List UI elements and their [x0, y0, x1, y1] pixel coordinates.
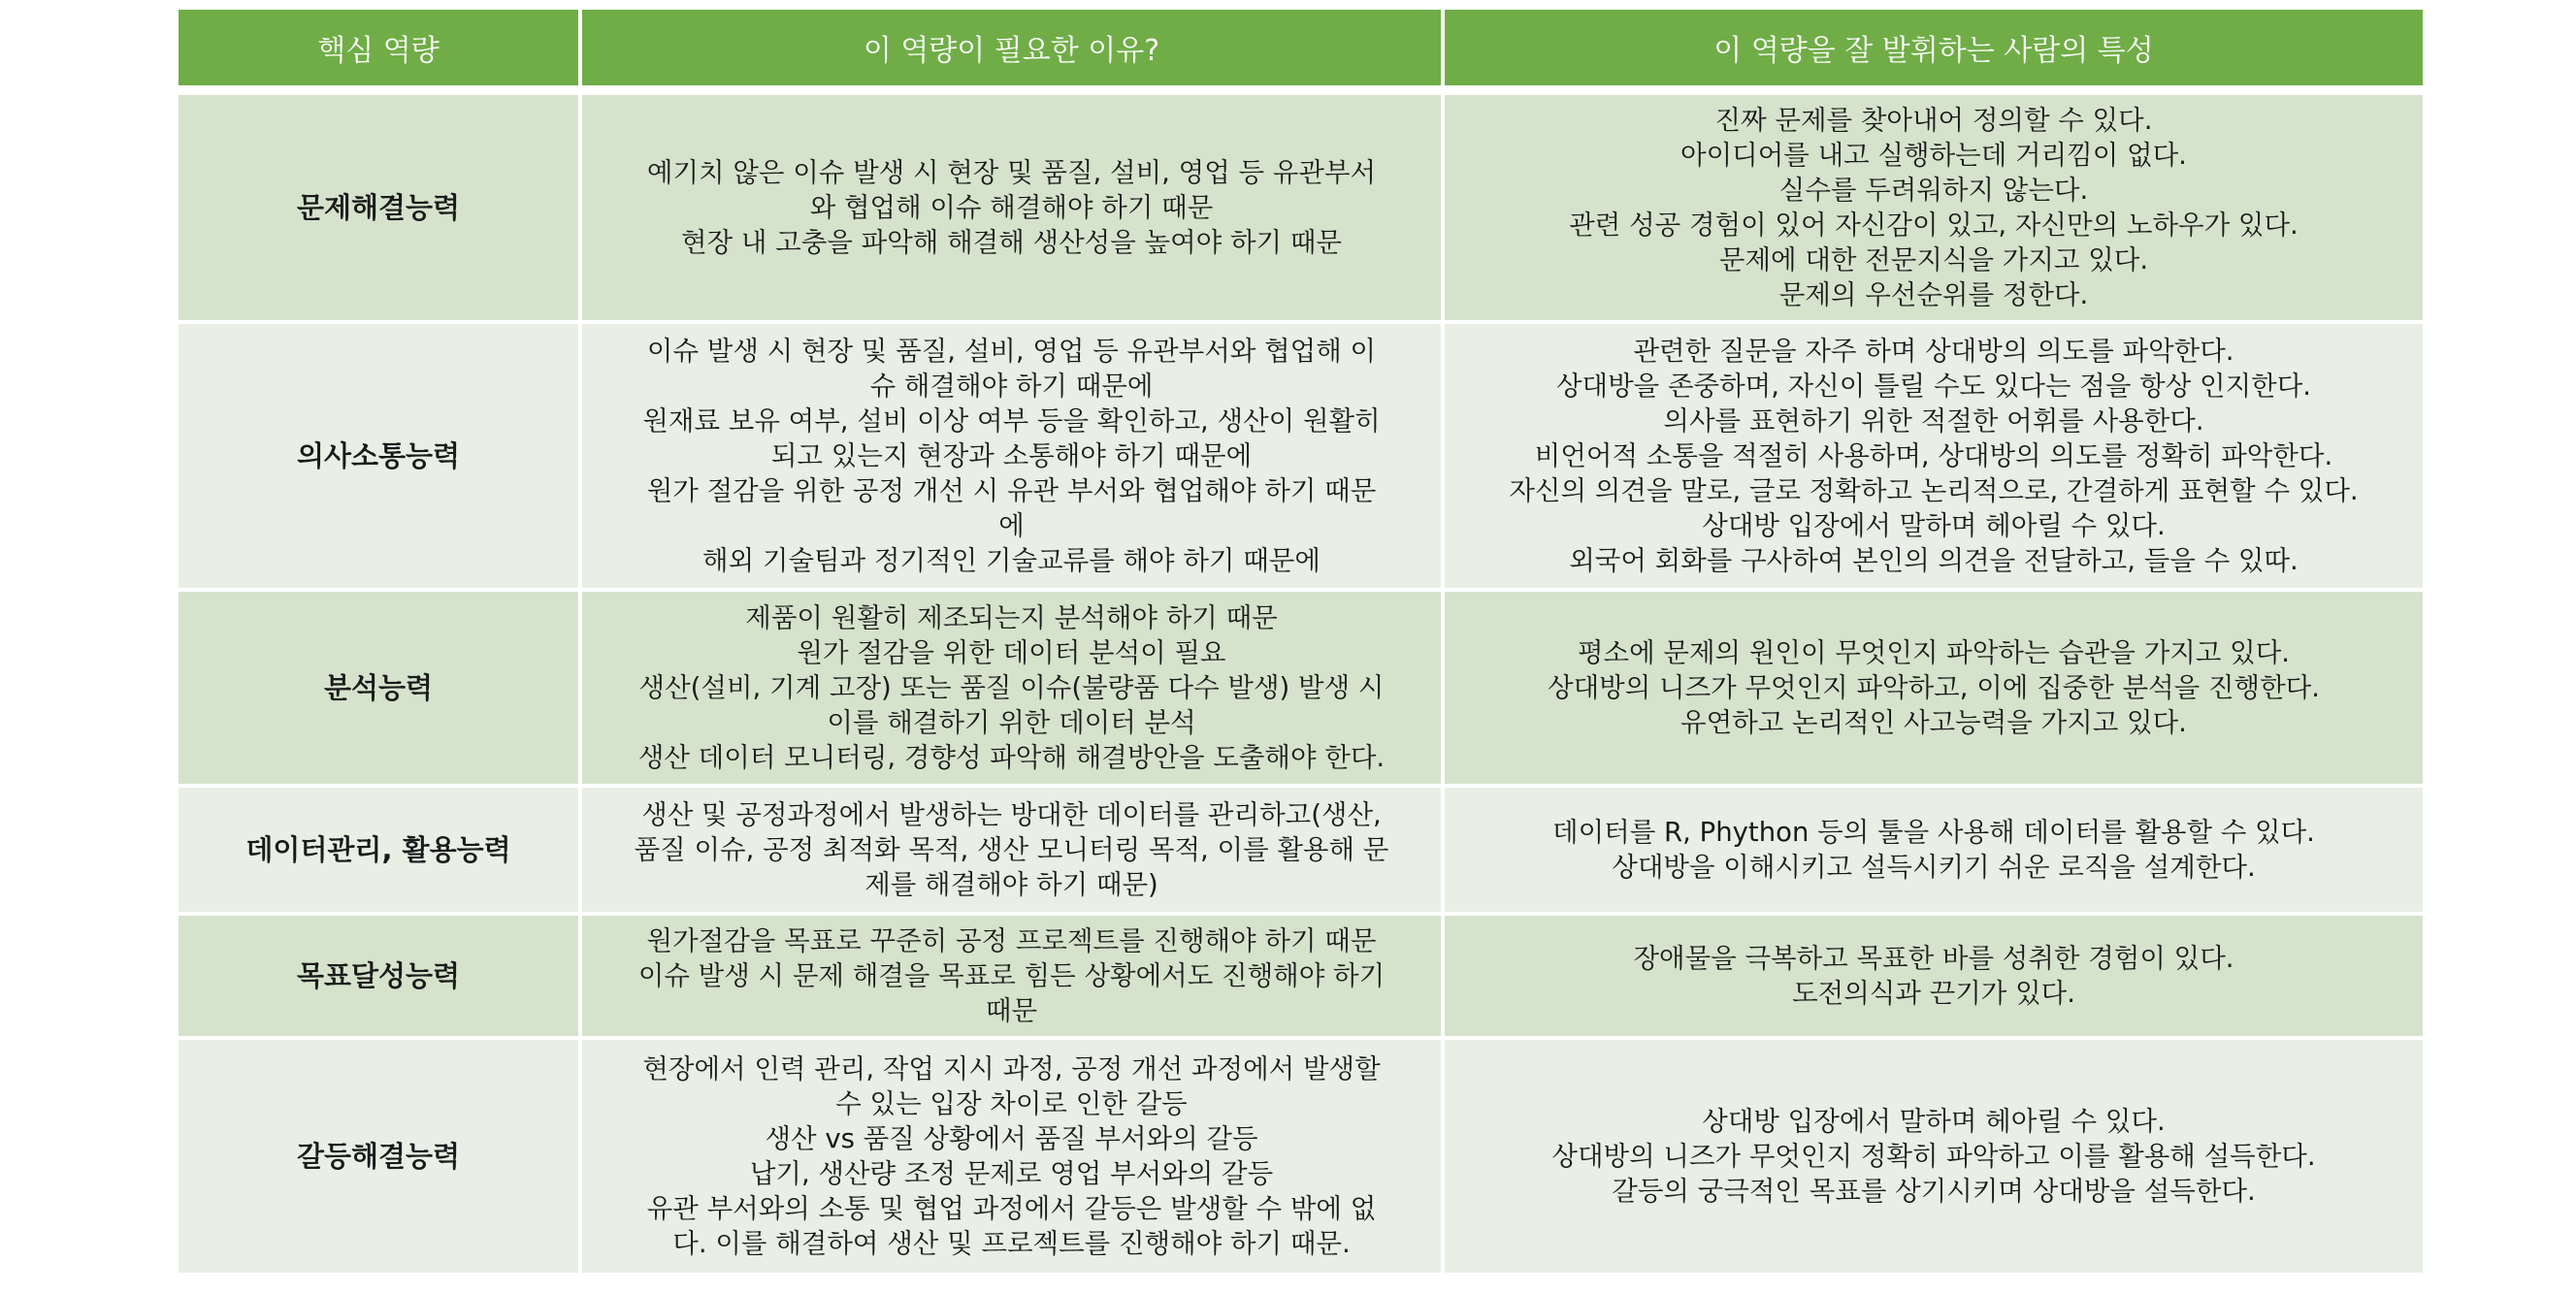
traits-cell: [1445, 592, 2423, 788]
reason-line: 원가 절감을 위한 공정 개선 시 유관 부서와 협업해야 하기 때문: [646, 475, 1377, 506]
table-row: [179, 916, 2423, 1040]
competency-name: 데이터관리, 활용능력: [179, 788, 582, 916]
reason-line: 유관 부서와의 소통 및 협업 과정에서 갈등은 발생할 수 밖에 없: [646, 1193, 1377, 1224]
competency-name: 갈등해결능력: [179, 1040, 582, 1273]
table-row: [179, 324, 2423, 592]
reason-line: 제를 해결해야 하기 때문): [864, 869, 1158, 900]
traits-cell: [1445, 95, 2423, 324]
trait-line: 실수를 두려워하지 않는다.: [1778, 175, 2089, 206]
competency-table: [179, 10, 2423, 1273]
reason-line: 와 협업해 이슈 해결해야 하기 때문: [809, 192, 1214, 223]
reason-line: 때문: [985, 995, 1038, 1026]
reason-line: 현장에서 인력 관리, 작업 지시 과정, 공정 개선 과정에서 발생할: [642, 1053, 1381, 1084]
trait-line: 도전의식과 끈기가 있다.: [1792, 978, 2075, 1009]
trait-line: 상대방의 니즈가 무엇인지 파악하고, 이에 집중한 분석을 진행한다.: [1548, 672, 2320, 703]
header-traits: 이 역량을 잘 발휘하는 사람의 특성: [1445, 10, 2423, 95]
trait-line: 문제의 우선순위를 정한다.: [1778, 279, 2089, 310]
trait-line: 문제에 대한 전문지식을 가지고 있다.: [1718, 244, 2149, 275]
reason-line: 다. 이를 해결하여 생산 및 프로젝트를 진행해야 하기 때문.: [672, 1228, 1351, 1259]
reason-line: 해외 기술팀과 정기적인 기술교류를 해야 하기 때문에: [702, 545, 1321, 576]
trait-line: 갈등의 궁극적인 목표를 상기시키며 상대방을 설득한다.: [1612, 1176, 2256, 1207]
traits-cell: [1445, 1040, 2423, 1273]
table-row: [179, 592, 2423, 788]
trait-line: 자신의 의견을 말로, 글로 정확하고 논리적으로, 간결하게 표현할 수 있다.: [1509, 475, 2359, 506]
table-body: [179, 95, 2423, 1273]
trait-line: 아이디어를 내고 실행하는데 거리낌이 없다.: [1680, 140, 2187, 171]
trait-line: 관련 성공 경험이 있어 자신감이 있고, 자신만의 노하우가 있다.: [1569, 210, 2299, 241]
trait-line: 진짜 문제를 찾아내어 정의할 수 있다.: [1714, 105, 2153, 136]
reason-line: 예기치 않은 이슈 발생 시 현장 및 품질, 설비, 영업 등 유관부서: [646, 157, 1377, 188]
competency-name: 의사소통능력: [179, 324, 582, 592]
reason-line: 슈 해결해야 하기 때문에: [869, 371, 1154, 402]
trait-line: 비언어적 소통을 적절히 사용하며, 상대방의 의도를 정확히 파악한다.: [1534, 440, 2333, 471]
trait-line: 상대방을 이해시키고 설득시키기 쉬운 로직을 설계한다.: [1612, 852, 2256, 883]
competency-name: 문제해결능력: [179, 95, 582, 324]
trait-line: 상대방 입장에서 말하며 헤아릴 수 있다.: [1702, 1106, 2166, 1137]
reason-line: 원가절감을 목표로 꾸준히 공정 프로젝트를 진행해야 하기 때문: [646, 925, 1377, 956]
trait-line: 데이터를 R, Phython 등의 툴을 사용해 데이터를 활용할 수 있다.: [1552, 817, 2315, 848]
reason-cell: [582, 324, 1445, 592]
reason-line: 이슈 발생 시 현장 및 품질, 설비, 영업 등 유관부서와 협업해 이: [646, 336, 1377, 367]
traits-cell: [1445, 788, 2423, 916]
reason-line: 납기, 생산량 조정 문제로 영업 부서와의 갈등: [749, 1158, 1274, 1189]
trait-line: 유연하고 논리적인 사고능력을 가지고 있다.: [1680, 707, 2187, 738]
trait-line: 상대방의 니즈가 무엇인지 정확히 파악하고 이를 활용해 설득한다.: [1551, 1141, 2316, 1172]
table-row: [179, 1040, 2423, 1273]
header-competency: 핵심 역량: [179, 10, 582, 95]
reason-line: 에: [998, 510, 1025, 541]
table-row: [179, 95, 2423, 324]
reason-line: 원재료 보유 여부, 설비 이상 여부 등을 확인하고, 생산이 원활히: [642, 405, 1381, 437]
trait-line: 관련한 질문을 자주 하며 상대방의 의도를 파악한다.: [1633, 336, 2234, 367]
traits-cell: [1445, 324, 2423, 592]
reason-line: 생산 및 공정과정에서 발생하는 방대한 데이터를 관리하고(생산,: [641, 799, 1382, 830]
reason-cell: [582, 95, 1445, 324]
reason-line: 생산(설비, 기계 고장) 또는 품질 이슈(불량품 다수 발생) 발생 시: [638, 672, 1385, 703]
competency-name: 분석능력: [179, 592, 582, 788]
trait-line: 상대방 입장에서 말하며 헤아릴 수 있다.: [1702, 510, 2166, 541]
reason-cell: [582, 592, 1445, 788]
reason-cell: [582, 788, 1445, 916]
trait-line: 외국어 회화를 구사하여 본인의 의견을 전달하고, 들을 수 있따.: [1569, 545, 2299, 576]
trait-line: 의사를 표현하기 위한 적절한 어휘를 사용한다.: [1663, 405, 2204, 437]
competency-name: 목표달성능력: [179, 916, 582, 1040]
reason-line: 생산 vs 품질 상황에서 품질 부서와의 갈등: [765, 1123, 1258, 1154]
traits-cell: [1445, 916, 2423, 1040]
reason-line: 되고 있는지 현장과 소통해야 하기 때문에: [770, 440, 1253, 471]
header-reason: 이 역량이 필요한 이유?: [582, 10, 1445, 95]
reason-line: 생산 데이터 모니터링, 경향성 파악해 해결방안을 도출해야 한다.: [637, 742, 1386, 773]
trait-line: 장애물을 극복하고 목표한 바를 성취한 경험이 있다.: [1633, 943, 2234, 974]
reason-cell: [582, 1040, 1445, 1273]
reason-cell: [582, 916, 1445, 1040]
header-row: [179, 10, 2423, 95]
reason-line: 수 있는 입장 차이로 인한 갈등: [835, 1088, 1188, 1119]
reason-line: 현장 내 고충을 파악해 해결해 생산성을 높여야 하기 때문: [681, 227, 1342, 258]
table-row: [179, 788, 2423, 916]
reason-line: 제품이 원활히 제조되는지 분석해야 하기 때문: [745, 602, 1278, 633]
reason-line: 이슈 발생 시 문제 해결을 목표로 힘든 상황에서도 진행해야 하기: [637, 960, 1386, 991]
reason-line: 품질 이슈, 공정 최적화 목적, 생산 모니터링 목적, 이를 활용해 문: [634, 834, 1389, 865]
reason-line: 원가 절감을 위한 데이터 분석이 필요: [797, 637, 1226, 668]
trait-line: 상대방을 존중하며, 자신이 틀릴 수도 있다는 점을 항상 인지한다.: [1555, 371, 2312, 402]
reason-line: 이를 해결하기 위한 데이터 분석: [827, 707, 1196, 738]
trait-line: 평소에 문제의 원인이 무엇인지 파악하는 습관을 가지고 있다.: [1577, 637, 2291, 668]
